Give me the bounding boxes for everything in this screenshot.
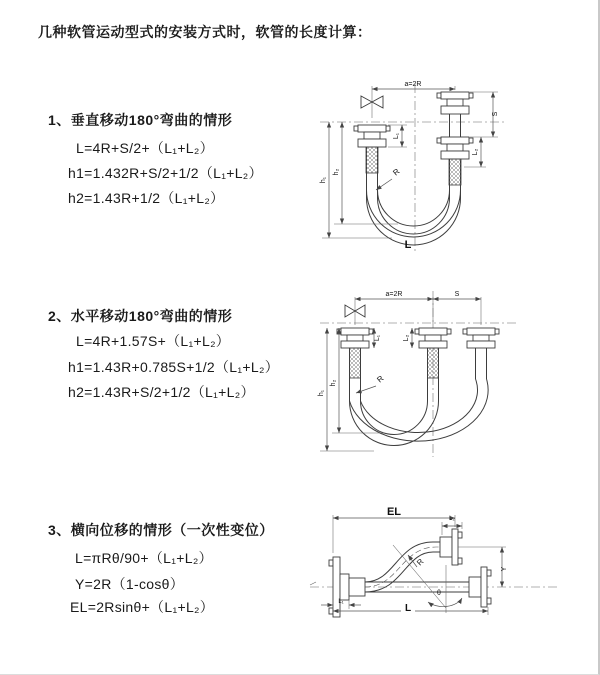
hose-u-curves	[367, 190, 461, 245]
angle-label: θ	[437, 590, 441, 597]
dim-top-width-label: a=2R	[385, 291, 403, 298]
left-braid	[366, 147, 378, 173]
dim-top-width-label: a=2R	[404, 81, 422, 88]
length-label: L	[404, 603, 412, 614]
section-1-formula-h2: h2=1.43R+1/2（L₁+L₂）	[68, 190, 225, 206]
right-fitting-moved-position	[463, 328, 499, 348]
right-fitting-lower-position	[437, 137, 473, 159]
length-label: L	[404, 239, 412, 251]
page-title: 几种软管运动型式的安装方式时，软管的长度计算：	[38, 24, 372, 40]
section-2-formula-L: L=4R+1.57S+（L₁+L₂）	[76, 333, 231, 349]
middle-braid	[428, 348, 439, 378]
middle-fitting	[415, 328, 451, 348]
right-braid	[449, 159, 461, 185]
hose-u-curves	[350, 379, 489, 446]
dim-offset-label: Y	[501, 566, 508, 572]
left-fitting	[354, 125, 390, 147]
dim-travel-label: S	[492, 111, 499, 117]
section-3-formula-L: L=πRθ/90+（L₁+L₂）	[75, 550, 213, 566]
dim-h2-label: h₂	[330, 379, 337, 387]
section-2-formula-h2: h2=1.43R+S/2+1/2（L₁+L₂）	[68, 384, 255, 400]
dim-fitting-right-label: L₂	[472, 148, 479, 156]
section-1-heading: 1、垂直移动180°弯曲的情形	[48, 112, 233, 128]
section-3-formula-Y: Y=2R（1-cosθ）	[75, 576, 185, 592]
diagram-lateral-offset	[305, 505, 565, 645]
right-fitting-upper-position	[437, 92, 473, 114]
dim-fitting-right-label: L₂	[403, 334, 410, 342]
left-flange	[329, 557, 365, 617]
diagram-horizontal-180-bend	[312, 283, 537, 463]
dim-fitting-left-label: L₁	[374, 334, 381, 342]
section-3-formula-EL: EL=2Rsinθ+（L₁+L₂）	[70, 599, 215, 615]
dim-h1-label: h₁	[318, 389, 325, 397]
section-3-heading: 3、横向位移的情形（一次性变位）	[48, 522, 274, 538]
left-braid	[350, 348, 361, 378]
dim-h1-label: h₁	[320, 176, 327, 184]
radius-label: R	[415, 557, 426, 568]
dim-fitting-top-label: L₂	[449, 516, 455, 522]
section-2-heading: 2、水平移动180°弯曲的情形	[48, 308, 233, 324]
section-1-formula-L: L=4R+S/2+（L₁+L₂）	[76, 140, 214, 156]
dim-span-label: EL	[386, 506, 402, 518]
dim-fitting-left-label: L₁	[338, 599, 344, 605]
dim-h2-label: h₂	[333, 168, 340, 176]
left-fitting	[337, 328, 373, 348]
hose-displaced-curve	[365, 542, 440, 592]
dim-travel-label: S	[454, 291, 460, 298]
dim-fitting-left-label: L₁	[393, 132, 400, 140]
radius-label: R	[375, 373, 386, 385]
section-1-formula-h1: h1=1.432R+S/2+1/2（L₁+L₂）	[68, 165, 263, 181]
radius-label: R	[391, 166, 402, 178]
section-2-formula-h1: h1=1.43R+0.785S+1/2（L₁+L₂）	[68, 359, 279, 375]
diagram-vertical-180-bend	[312, 72, 542, 257]
